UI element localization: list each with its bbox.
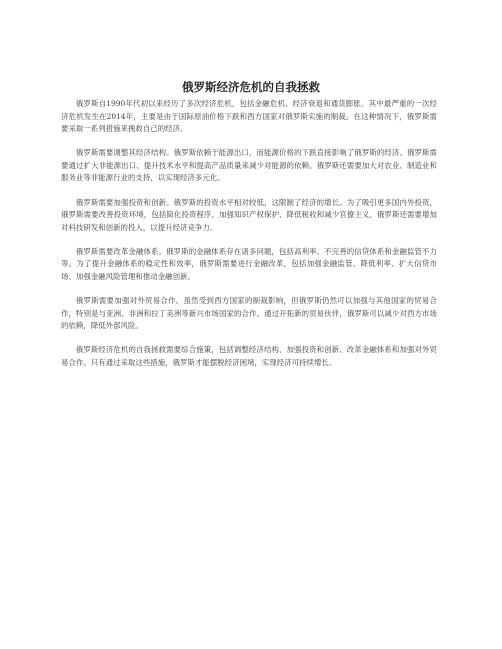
paragraph-4: 俄罗斯需要改革金融体系。俄罗斯的金融体系存在诸多问题，包括高利率、不完善的信贷体系和金融监管不力等。为了提升金融体系的稳定性和效率，俄罗斯需要进行金融改革，包括加强金融监管、降低利率、扩大信贷市场、加强金融风险管理和推动金融创新。 [61,246,437,282]
paragraph-3: 俄罗斯需要加强投资和创新。俄罗斯的投资水平相对较低，这限制了经济的增长。为了吸引更多国内外投资，俄罗斯需要改善投资环境，包括简化投资程序、加强知识产权保护、降低税收和减少官僚主义。俄罗斯还需要增加对科技研发和创新的投入，以提升经济竞争力。 [61,197,437,232]
paragraph-5: 俄罗斯需要加强对外贸易合作。虽然受到西方国家的制裁影响，但俄罗斯仍然可以加强与其他国家的贸易合作，特别是与亚洲、非洲和拉丁美洲等新兴市场国家的合作。通过开拓新的贸易伙伴，俄罗斯可以减少对西方市场的依赖，降低外部风险。 [61,296,437,331]
document-body [61,98,437,381]
paragraph-1: 俄罗斯自1990年代初以来经历了多次经济危机，包括金融危机、经济衰退和通货膨胀。其中最严重的一次经济危机发生在2014年，主要是由于国际原油价格下跌和西方国家对俄罗斯实施的制裁。在这种情况下，俄罗斯需要采取一系列措施来挽救自己的经济。 [61,99,437,134]
paragraph-6: 俄罗斯经济危机的自我拯救需要综合施策，包括调整经济结构、加强投资和创新、改革金融体系和加强对外贸易合作。只有通过采取这些措施，俄罗斯才能摆脱经济困境，实现经济可持续增长。 [61,345,437,367]
paragraph-2: 俄罗斯需要调整其经济结构。俄罗斯依赖于能源出口，而能源价格的下跌直接影响了俄罗斯的经济。俄罗斯需要通过扩大非能源出口、提升技术水平和提高产品质量来减少对能源的依赖。俄罗斯还需要加大对农业、制造业和服务业等非能源行业的支持，以实现经济多元化。 [61,148,437,183]
document-title: 俄罗斯经济危机的自我拯救 [182,80,320,94]
